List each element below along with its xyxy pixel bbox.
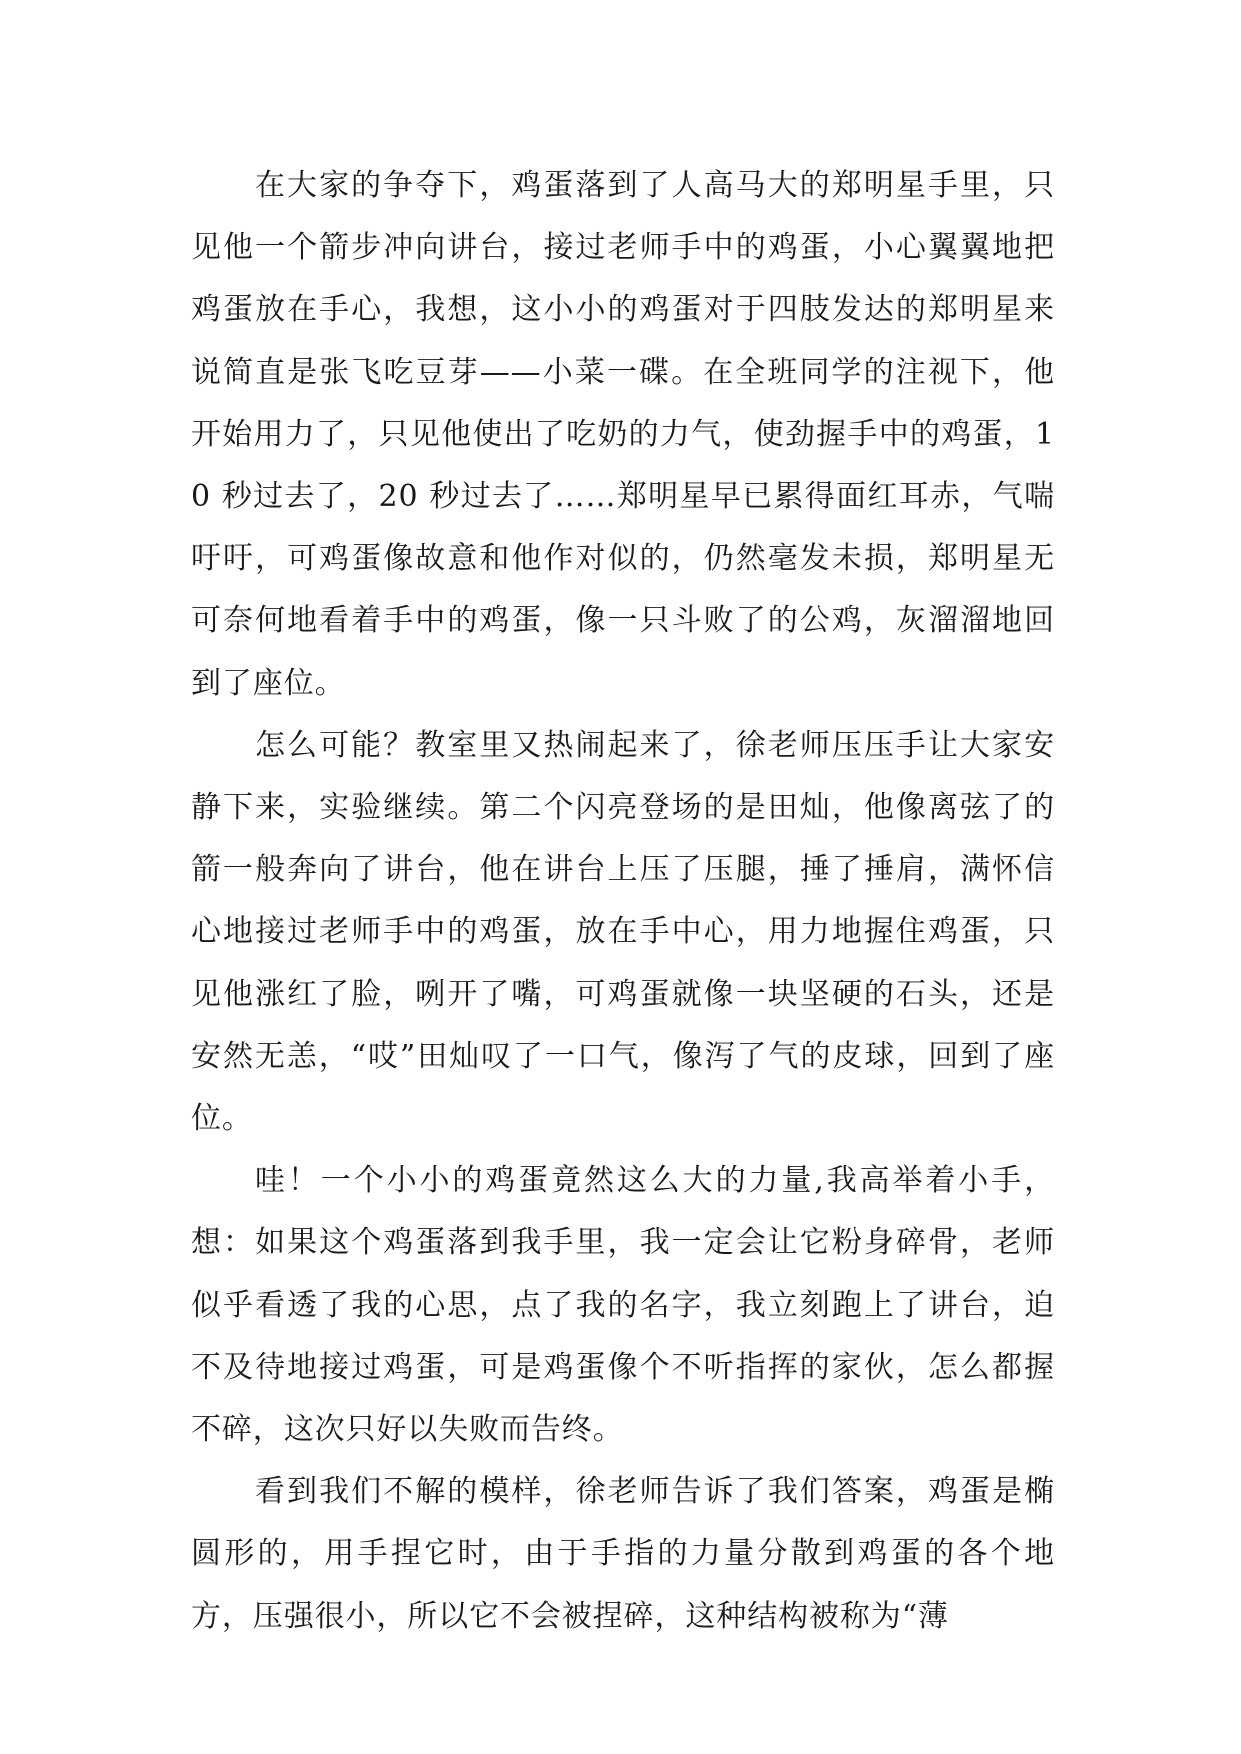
document-body [191, 155, 1055, 1648]
paragraph-4: 看到我们不解的模样，徐老师告诉了我们答案，鸡蛋是椭圆形的，用手捏它时，由于手指的力量分散到鸡蛋的各个地方，压强很小，所以它不会被捏碎，这种结构被称为“薄 [191, 1474, 1055, 1634]
paragraph-1: 在大家的争夺下，鸡蛋落到了人高马大的郑明星手里，只见他一个箭步冲向讲台，接过老师手中的鸡蛋，小心翼翼地把鸡蛋放在手心，我想，这小小的鸡蛋对于四肢发达的郑明星来说简直是张飞吃豆芽——小菜一碟。在全班同学的注视下，他开始用力了，只见他使出了吃奶的力气，使劲握手中的鸡蛋，10 秒过去了，20 秒过去了……郑明星早已累得面红耳赤，气喘吁吁，可鸡蛋像故意和他作对似的，仍然毫发未损，郑明星无可奈何地看着手中的鸡蛋，像一只斗败了的公鸡，灰溜溜地回到了座位。 [191, 168, 1055, 701]
paragraph-3: 哇！一个小小的鸡蛋竟然这么大的力量,我高举着小手，想：如果这个鸡蛋落到我手里，我一定会让它粉身碎骨，老师似乎看透了我的心思，点了我的名字，我立刻跑上了讲台，迫不及待地接过鸡蛋，可是鸡蛋像个不听指挥的家伙，怎么都握不碎，这次只好以失败而告终。 [191, 1163, 1055, 1448]
paragraph-2: 怎么可能？教室里又热闹起来了，徐老师压压手让大家安静下来，实验继续。第二个闪亮登场的是田灿，他像离弦了的箭一般奔向了讲台，他在讲台上压了压腿，捶了捶肩，满怀信心地接过老师手中的鸡蛋，放在手中心，用力地握住鸡蛋，只见他涨红了脸，咧开了嘴，可鸡蛋就像一块坚硬的石头，还是安然无恙，“哎”田灿叹了一口气，像泻了气的皮球，回到了座位。 [191, 727, 1055, 1137]
